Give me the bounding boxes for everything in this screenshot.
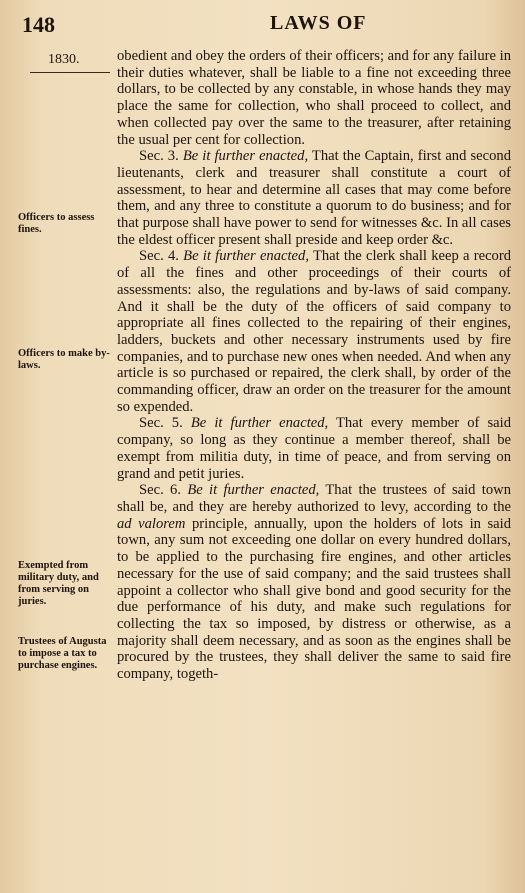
margin-note-trustees: Trustees of Augusta to impose a tax to purchase engines. [18, 636, 107, 671]
margin-note-by-laws: Officers to make by-laws. [18, 348, 110, 371]
section-text: That the Captain, first and second lieutenants, clerk and treasurer shall constitute a court of assessment, to hear and determine all cases that may come before them, and any three to constitute a quorum to do business; and for that purpose shall have power to send for witnesses &c. In all cases the eldest officer present shall preside and keep order &c. [117, 148, 511, 248]
enacting-clause: Be it further enacted, [187, 482, 320, 499]
year-rule [30, 72, 110, 73]
section-text: That every member of said company, so long as they continue a member thereof, shall be exempt from militia duty, in time of peace, and from serving on grand and petit juries. [117, 415, 511, 482]
section-3 [117, 148, 511, 248]
enacting-clause: Be it further enacted, [190, 415, 329, 432]
section-text-b: principle, annually, upon the holders of lots in said town, any sum not exceeding one dollar on every hundred dollars, to be applied to the purchasing fire engines, and other articles necessary for the use of said company; and the said trustees shall appoint a collector who shall give bond and good security for the due performance of his duty, and make such regulations for collecting the tax so imposed, by distress or otherwise, as a majority shall deem necessary, and as soon as the engines shall be procured by the trustees, they shall deliver the same to said fire company, togeth- [117, 515, 511, 683]
enacting-clause: Be it further enacted, [182, 148, 309, 165]
section-text: That the clerk shall keep a record of all the fines and other proceedings of their courts of assessments: also, the regulations and by-laws of said company. And it shall be the duty of the officers of said company to appropriate all fines collected to the repairing of their engines, ladders, buckets and other necessary instruments used by fire companies, and to purchase new ones when needed. And when any article is so purchased or repaired, the clerk shall, by order of the commanding officer, draw an order on the treasurer for the amount so expended. [117, 248, 511, 415]
enacting-clause: Be it further enacted, [183, 248, 309, 265]
body-text [117, 48, 511, 683]
latin-phrase: ad valorem [117, 515, 186, 532]
paragraph-continuation [117, 48, 511, 148]
section-label: Sec. 3. [139, 148, 179, 165]
year-marker: 1830. [48, 52, 80, 67]
section-label: Sec. 6. [139, 482, 181, 499]
page-header [0, 12, 525, 36]
section-6 [117, 482, 511, 682]
section-5 [117, 415, 511, 482]
paragraph-text: obedient and obey the orders of their officers; and for any failure in their duties whatever, shall be liable to a fine not exceeding three dollars, to be collected by any constable, in whose hands they may place the same for collection, who shall proceed to collect, and when collected pay over the same to the treasurer, after retaining the usual per cent for collection. [117, 48, 511, 148]
section-text-a: That the trustees of said town shall be, and they are hereby authorized to levy, according to the [117, 482, 511, 515]
section-label: Sec. 4. [139, 248, 179, 265]
section-label: Sec. 5. [139, 415, 183, 432]
section-4 [117, 248, 511, 415]
running-head: LAWS OF [270, 12, 367, 34]
margin-note-exempted: Exempted from military duty, and from serving on juries. [18, 560, 99, 607]
page-number: 148 [22, 12, 55, 37]
margin-note-assess-fines: Officers to assess fines. [18, 212, 95, 235]
